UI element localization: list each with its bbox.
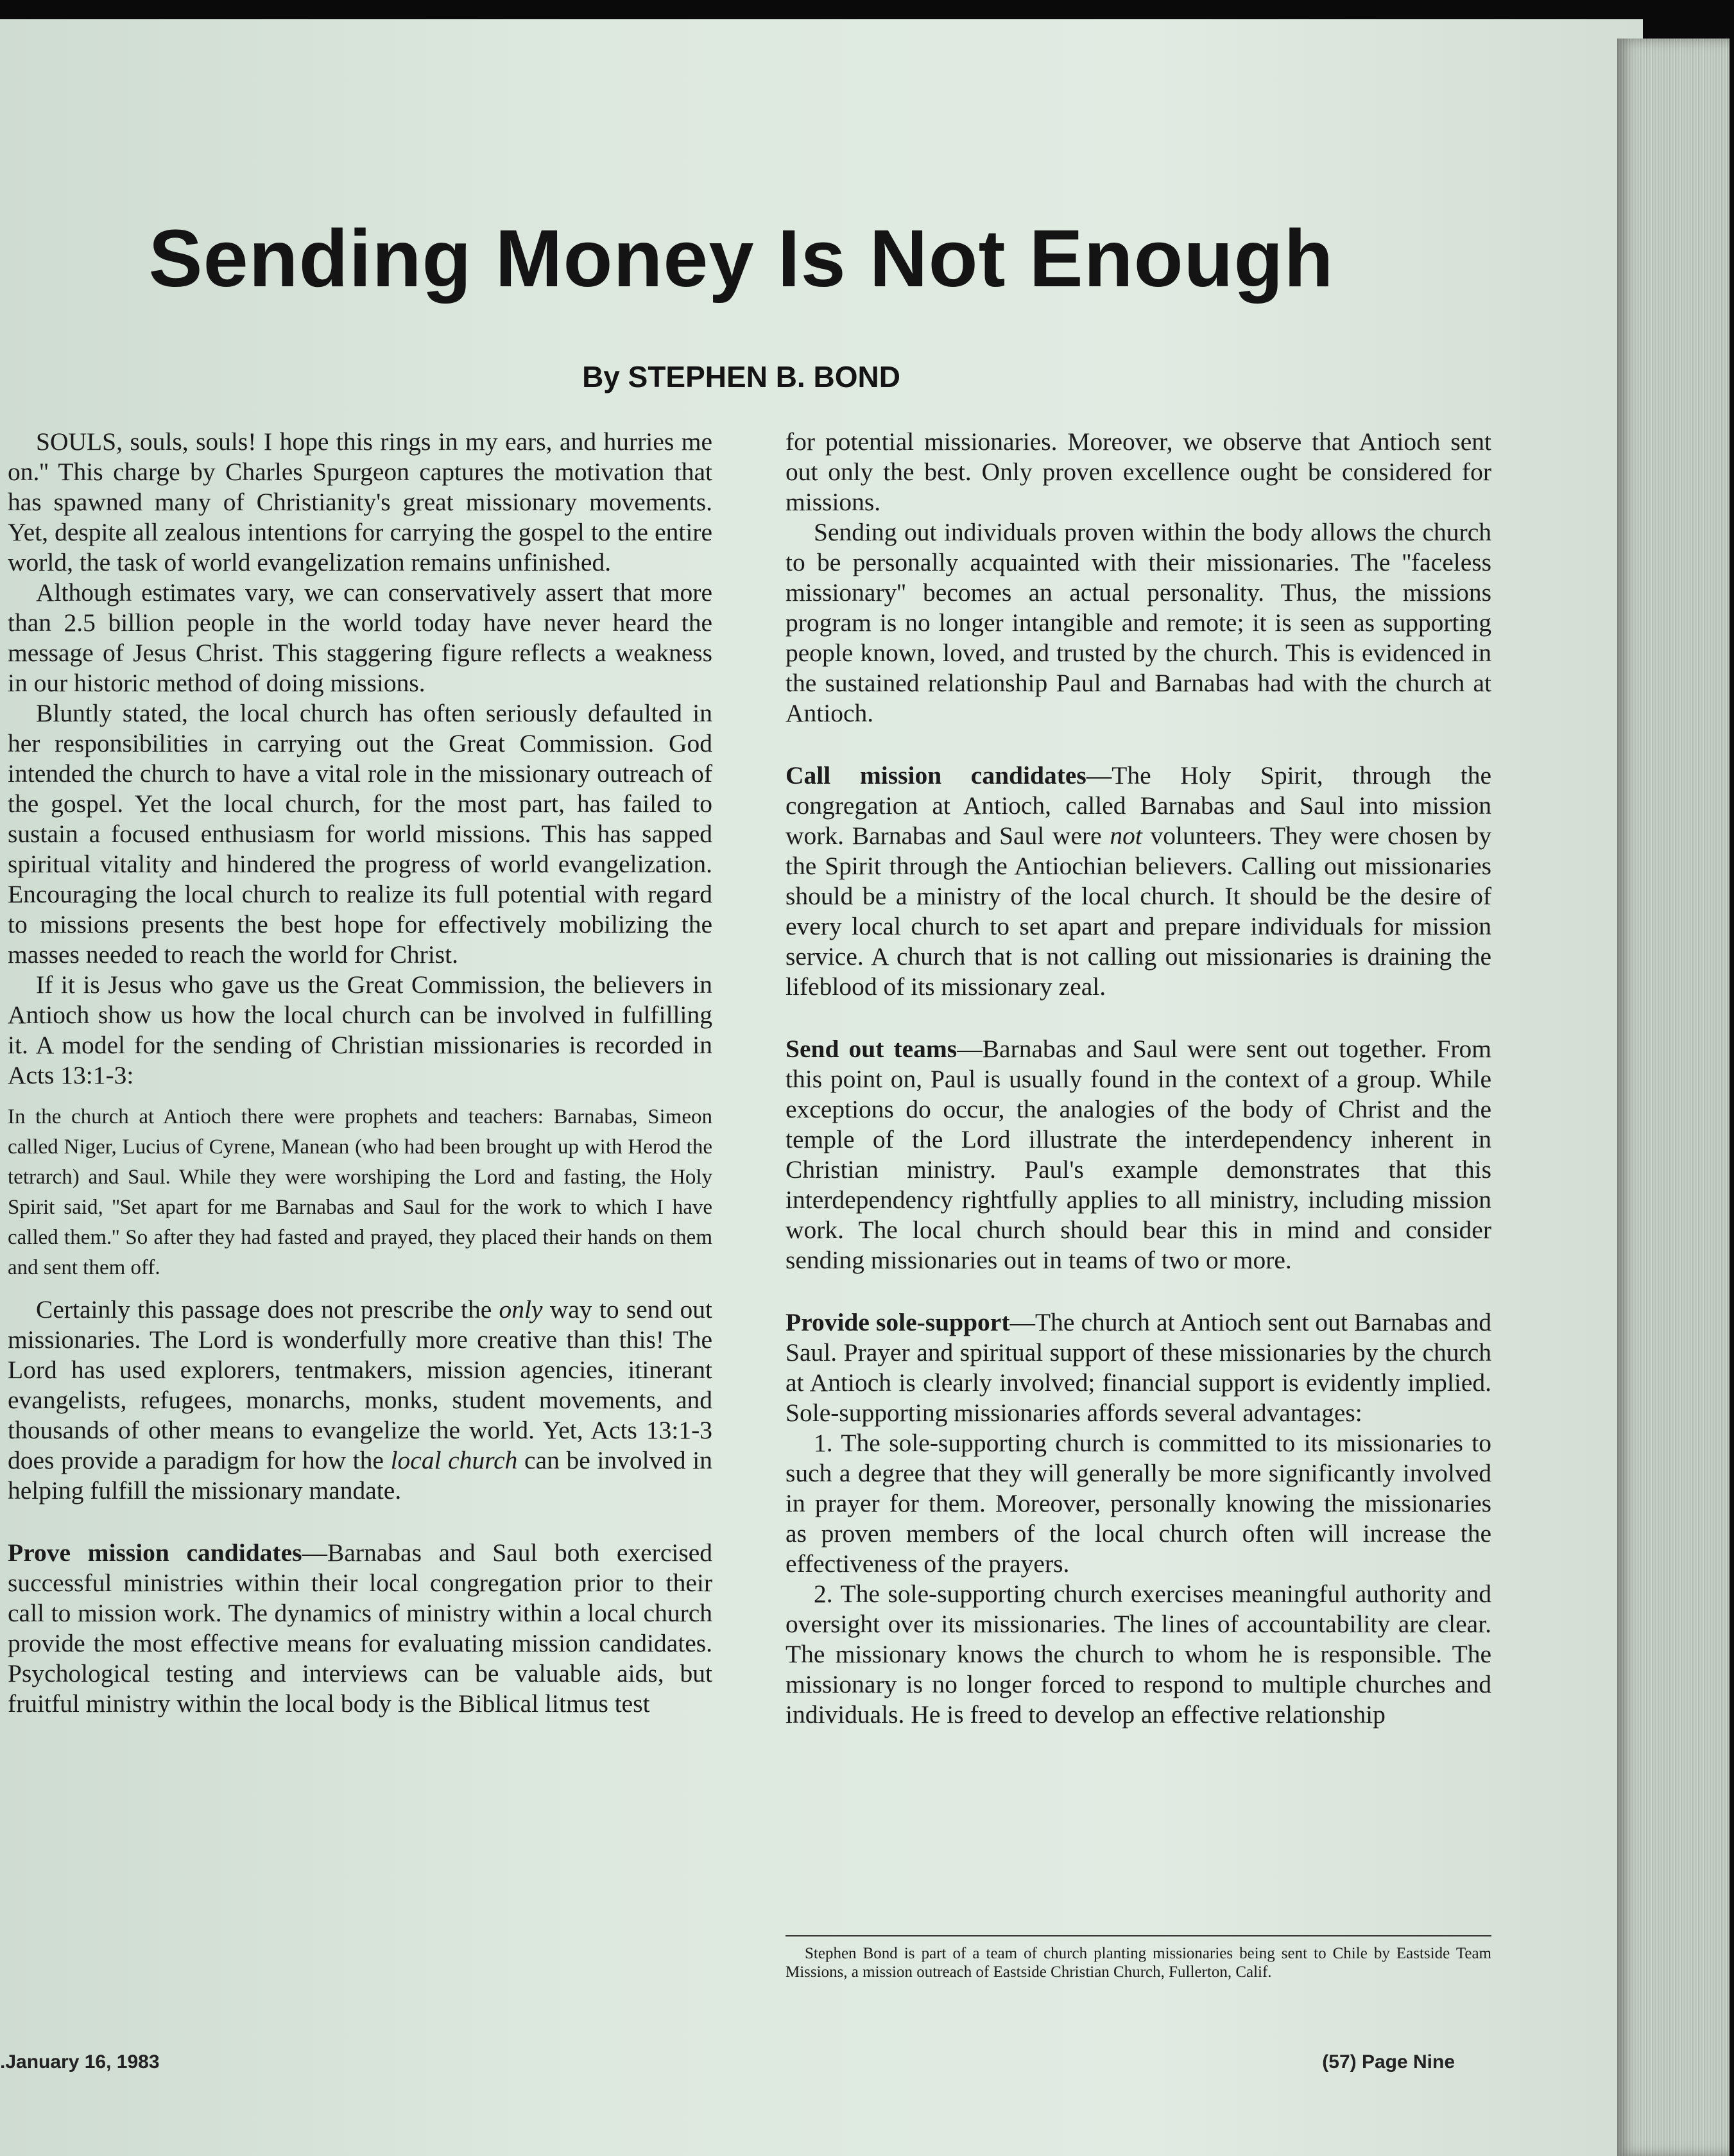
right-column <box>785 427 1491 1730</box>
text-run: —Barnabas and Saul were sent out together. From this point on, Paul is usually found in the context of a group. While exceptions do occur, the analogies of the body of Christ and the temple of the Lord illustrate the interdependency inherent in Christian ministry. Paul's example demonstrates that this interdependency rightfully applies to all ministry, including mission work. The local church should bear this in mind and consider sending missionaries out in teams of two or more. <box>785 1035 1492 1274</box>
footnote-text: Stephen Bond is part of a team of church planting missionaries being sent to Chile by Eastside Team Missions, a mission outreach of Eastside Christian Church, Fullerton, Calif. <box>785 1945 1491 1981</box>
emphasis: not <box>1110 822 1142 850</box>
issue-date: .January 16, 1983 <box>0 2051 160 2073</box>
paragraph <box>785 1307 1491 1428</box>
paragraph: If it is Jesus who gave us the Great Commission, the believers in Antioch show us how the local church can be involved in fulfilling it. A model for the sending of Christian missionaries is recorded in Acts 13:1-3: <box>8 970 712 1089</box>
section-heading: Prove mission candidates <box>8 1539 302 1567</box>
paragraph: Although estimates vary, we can conservatively assert that more than 2.5 billion people in the world today have never heard the message of Jesus Christ. This staggering figure reflects a weakness in our historic method of doing missions. <box>8 578 712 697</box>
text-run: can be involved in helping fulfill the missionary mandate. <box>8 1446 712 1505</box>
page-number: (57) Page Nine <box>1322 2051 1455 2073</box>
emphasis: only <box>499 1295 543 1324</box>
text-run: —The Holy Spirit, through the congregation at Antioch, called Barnabas and Saul into mission work. Barnabas and Saul were <box>785 761 1491 850</box>
section-heading: Call mission candidates <box>785 761 1086 789</box>
paragraph <box>8 1538 712 1719</box>
text-run: volunteers. They were chosen by the Spirit through the Antiochian believers. Calling out missionaries should be a ministry of the local church. It should be the desire of every local church to set apart and prepare individuals for mission service. A church that is not calling out missionaries is draining the lifeblood of its missionary zeal. <box>785 822 1491 1001</box>
paragraph <box>8 1295 712 1506</box>
text-run: —Barnabas and Saul both exercised successful ministries within their local congregation prior to their call to mission work. The dynamics of ministry within a local church provide the most effective means for evaluating mission candidates. Psychological testing and interviews can be valuable aids, but fruitful ministry within the local body is the Biblical litmus test <box>8 1539 712 1718</box>
section-heading: Send out teams <box>785 1035 957 1063</box>
paragraph: SOULS, souls, souls! I hope this rings in my ears, and hurries me on.'' This charge by Charles Spurgeon captures the motivation that has spawned many of Christianity's great missionary movements. Yet, despite all zealous intentions for carrying the gospel to the entire world, the task of world evangelization remains unfinished. <box>8 427 712 576</box>
text-run: —The church at Antioch sent out Barnabas and Saul. Prayer and spiritual support of these missionaries by the church at Antioch is clearly involved; financial support is evidently implied. Sole-supporting missionaries affords several advantages: <box>785 1308 1491 1427</box>
scripture-quote: In the church at Antioch there were prophets and teachers: Barnabas, Simeon called Niger, Lucius of Cyrene, Manean (who had been brought up with Herod the tetrarch) and Saul. While they were worshiping the Lord and fasting, the Holy Spirit said, ''Set apart for me Barnabas and Saul for the work to which I have called them.'' So after they had fasted and prayed, they placed their hands on them and sent them off. <box>8 1105 712 1279</box>
paragraph: Bluntly stated, the local church has often seriously defaulted in her responsibilities in carrying out the Great Commission. God intended the church to have a vital role in the missionary outreach of the gospel. Yet the local church, for the most part, has failed to sustain a focused enthusiasm for world missions. This has sapped spiritual vitality and hindered the progress of world evangelization. Encouraging the local church to realize its full potential with regard to missions presents the best hope for effectively mobilizing the masses needed to reach the world for Christ. <box>8 699 712 969</box>
paragraph: 1. The sole-supporting church is committed to its missionaries to such a degree that they will generally be more significantly involved in prayer for them. Moreover, personally knowing the missionaries as proven members of the local church often will increase the effectiveness of the prayers. <box>785 1429 1491 1578</box>
paragraph: Sending out individuals proven within the body allows the church to be personally acquainted with their missionaries. The ''faceless missionary'' becomes an actual personality. Thus, the missions program is no longer intangible and remote; it is seen as supporting people known, loved, and trusted by the church. This is evidenced in the sustained relationship Paul and Barnabas had with the church at Antioch. <box>785 518 1491 727</box>
section-heading: Provide sole-support <box>785 1308 1010 1336</box>
text-run: way to send out missionaries. The Lord is wonderfully more creative than this! The Lord has used explorers, tentmakers, mission agencies, itinerant evangelists, refugees, monarchs, monks, student movements, and thousands of other means to evangelize the world. Yet, Acts 13:1-3 does provide a paradigm for how the <box>8 1295 712 1474</box>
left-column <box>8 427 712 1719</box>
author-footnote <box>785 1935 1491 1981</box>
paragraph <box>785 1034 1491 1275</box>
page-edges <box>1617 39 1730 2156</box>
text-run: Certainly this passage does not prescribe the <box>36 1295 499 1324</box>
article-title: Sending Money Is Not Enough <box>148 213 1334 304</box>
paragraph: for potential missionaries. Moreover, we observe that Antioch sent out only the best. Only proven excellence ought be considered for missions. <box>785 427 1491 516</box>
paragraph: 2. The sole-supporting church exercises meaningful authority and oversight over its missionaries. The lines of accountability are clear. The missionary knows the church to whom he is responsible. The missionary is no longer forced to respond to multiple churches and individuals. He is freed to develop an effective relationship <box>785 1580 1491 1729</box>
emphasis: local church <box>390 1446 518 1474</box>
article-byline: By STEPHEN B. BOND <box>582 360 900 393</box>
paragraph <box>785 761 1491 1002</box>
